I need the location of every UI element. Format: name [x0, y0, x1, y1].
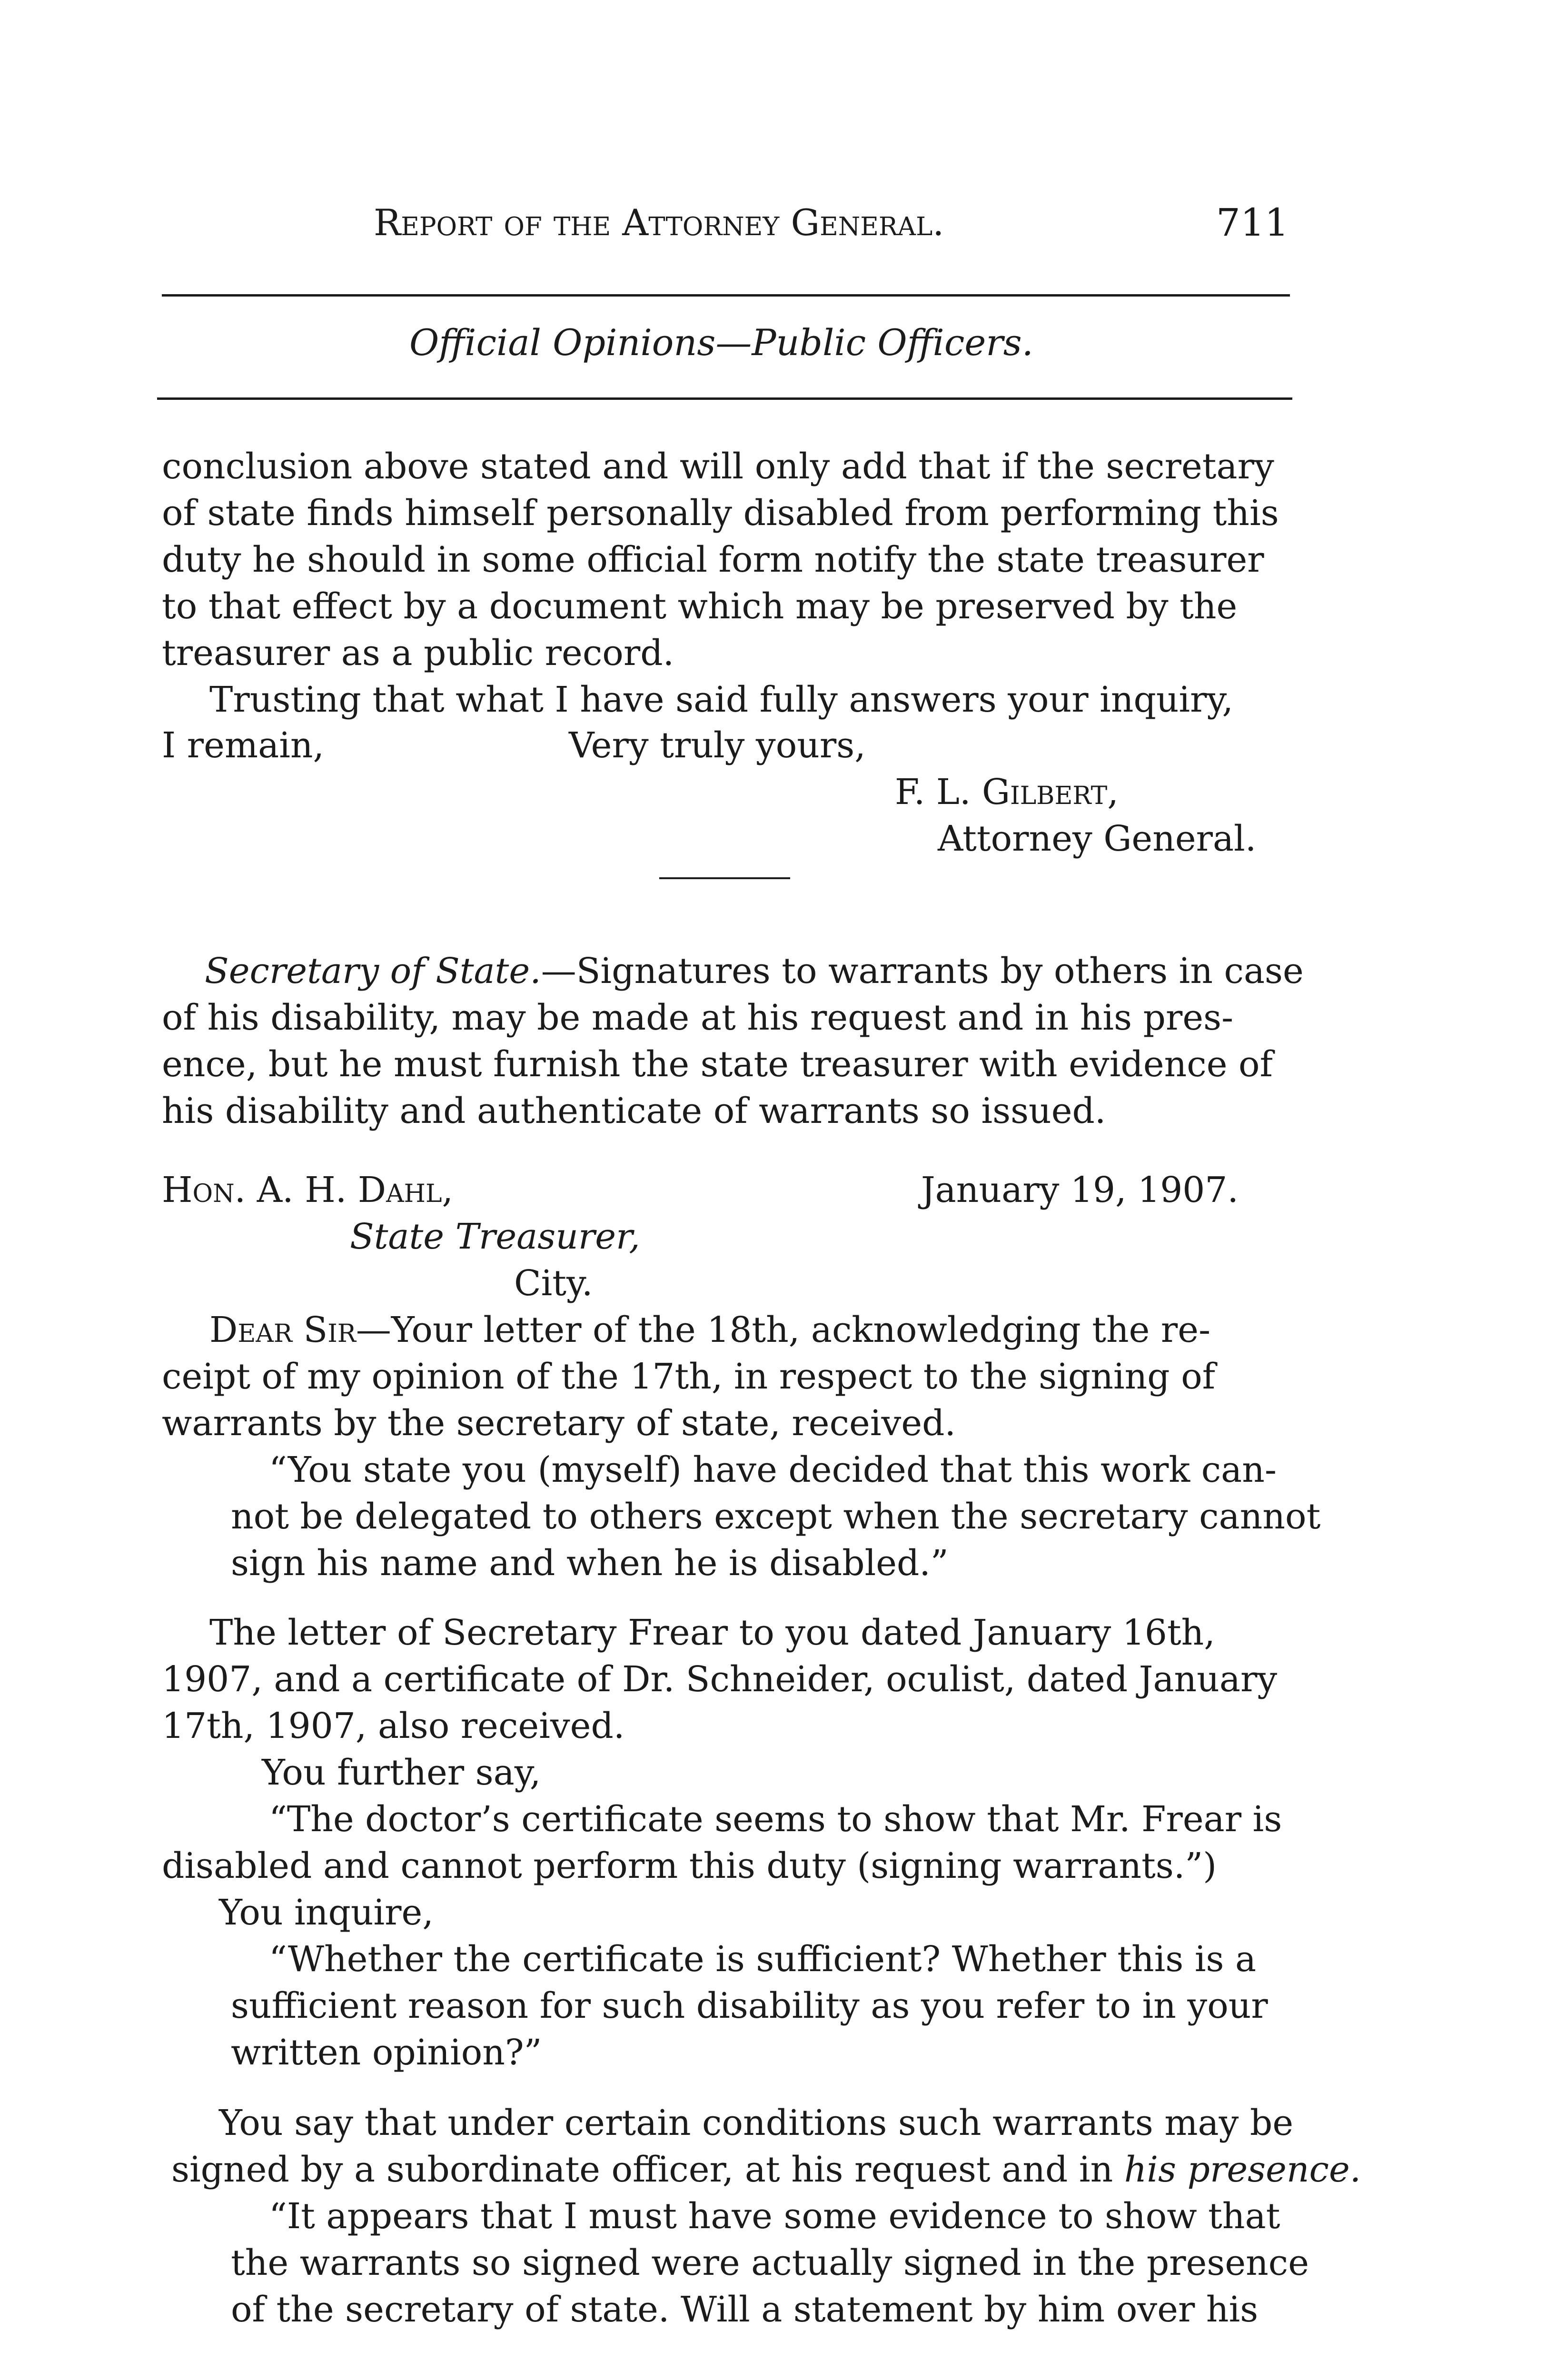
paragraph-3-second [171, 2146, 1361, 2193]
text-line: of state finds himself personally disabled from performing this [162, 493, 1279, 534]
quote-line: of the secretary of state. Will a statement by him over his [231, 2289, 1259, 2330]
addressee-title: State Treasurer, [350, 1216, 640, 1257]
quote-line: sign his name and when he is disabled.” [231, 1543, 949, 1584]
text-line: of his disability, may be made at his request and in his pres- [162, 997, 1234, 1038]
page-number: 711 [1216, 200, 1289, 245]
closing-line: Trusting that what I have said fully answers your inquiry, [209, 679, 1234, 720]
paragraph-3-emphasis: his presence. [1124, 2149, 1361, 2190]
quote-line: disabled and cannot perform this duty (signing warrants.”) [162, 1845, 1217, 1886]
quote-line: “Whether the certificate is sufficient? Whether this is a [269, 1939, 1257, 1980]
quote-line: the warrants so signed were actually signed in the presence [231, 2242, 1309, 2283]
signer-title: Attorney General. [938, 818, 1257, 859]
text-line: conclusion above stated and will only add that if the secretary [162, 446, 1274, 487]
signer-name: F. L. Gilbert, [895, 772, 1119, 813]
addressee-city: City. [514, 1263, 593, 1304]
text-line: treasurer as a public record. [162, 633, 674, 674]
text-line: ence, but he must furnish the state treasurer with evidence of [162, 1044, 1273, 1085]
paragraph-3-second-text: signed by a subordinate officer, at his request and in [171, 2149, 1124, 2190]
text-line: to that effect by a document which may be preserved by the [162, 586, 1238, 627]
quote-line: not be delegated to others except when the secretary cannot [231, 1496, 1321, 1537]
header-top-rule [162, 294, 1290, 297]
quote-line: “The doctor’s certificate seems to show that Mr. Frear is [269, 1799, 1282, 1840]
text-line: his disability and authenticate of warrants so issued. [162, 1091, 1106, 1131]
header-bottom-rule [157, 397, 1292, 400]
text-line: duty he should in some official form notify the state treasurer [162, 539, 1264, 580]
remain-line: I remain, [162, 725, 325, 766]
paragraph-1-rest: —Your letter of the 18th, acknowledging the re- [356, 1309, 1211, 1350]
letter-date: January 19, 1907. [921, 1170, 1239, 1210]
section-title: Official Opinions—Public Officers. [409, 321, 1033, 364]
paragraph-3-first: You say that under certain conditions such warrants may be [219, 2102, 1294, 2143]
headnote-first-rest: —Signatures to warrants by others in case [541, 951, 1304, 992]
text-line: warrants by the secretary of state, received. [162, 1403, 956, 1444]
salutation: Dear Sir [209, 1309, 356, 1350]
text-line: The letter of Secretary Frear to you dated January 16th, [209, 1612, 1215, 1653]
addressee: Hon. A. H. Dahl, [162, 1170, 454, 1210]
running-title: Report of the Attorney General. [374, 201, 944, 244]
text-line: 17th, 1907, also received. [162, 1706, 625, 1746]
valediction: Very truly yours, [569, 725, 866, 766]
text-line: ceipt of my opinion of the 17th, in respect to the signing of [162, 1356, 1216, 1397]
quote-line: written opinion?” [231, 2032, 542, 2073]
inquire: You inquire, [219, 1892, 434, 1933]
text-line: 1907, and a certificate of Dr. Schneider, oculist, dated January [162, 1659, 1278, 1700]
section-divider [659, 877, 790, 879]
quote-line: “It appears that I must have some evidence to show that [269, 2196, 1280, 2237]
quote-line: sufficient reason for such disability as you refer to in your [231, 1985, 1268, 2026]
headnote-subject: Secretary of State. [205, 951, 541, 992]
further-say: You further say, [262, 1752, 541, 1793]
headnote-first-line [205, 947, 1304, 995]
paragraph-1-first [209, 1306, 1210, 1354]
quote-line: “You state you (myself) have decided that this work can- [269, 1449, 1277, 1490]
